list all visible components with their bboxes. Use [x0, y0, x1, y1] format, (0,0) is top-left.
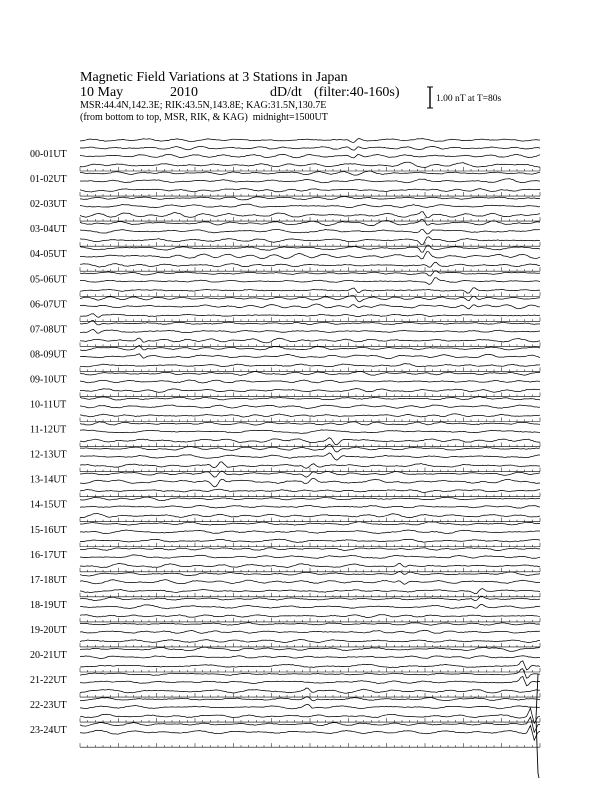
hour-label: 07-08UT — [30, 324, 67, 336]
trace-rik — [80, 623, 540, 626]
hour-label: 08-09UT — [30, 349, 67, 361]
year-label: 2010 — [170, 85, 198, 100]
trace-msr — [80, 505, 540, 508]
trace-msr — [80, 530, 540, 534]
hour-label: 18-19UT — [30, 599, 67, 611]
trace-kag — [80, 212, 540, 218]
hour-label: 01-02UT — [30, 174, 67, 186]
hour-label: 16-17UT — [30, 549, 67, 561]
quantity-label: dD/dt — [270, 85, 302, 100]
trace-kag — [80, 364, 540, 367]
trace-kag — [80, 314, 540, 318]
trace-msr — [80, 726, 540, 741]
hour-label: 02-03UT — [30, 199, 67, 211]
filter-label: (filter:40-160s) — [314, 85, 400, 100]
trace-msr — [80, 304, 540, 309]
scale-bar-label: 1.00 nT at T=80s — [436, 94, 502, 104]
trace-msr — [80, 676, 540, 685]
trace-kag — [80, 262, 540, 267]
trace-kag — [80, 639, 540, 642]
hour-label: 17-18UT — [30, 574, 67, 586]
trace-kag — [80, 539, 540, 542]
trace-rik — [80, 548, 540, 551]
hour-label: 15-16UT — [30, 524, 67, 536]
hour-label: 00-01UT — [30, 149, 67, 160]
hour-label: 06-07UT — [30, 299, 67, 311]
trace-rik — [80, 171, 540, 175]
hour-label: 19-20UT — [30, 624, 67, 636]
trace-msr — [80, 252, 540, 259]
trace-rik — [80, 146, 540, 150]
trace-kag — [80, 615, 540, 618]
trace-msr — [80, 179, 540, 183]
hour-label: 10-11UT — [30, 399, 67, 411]
trace-msr — [80, 656, 540, 659]
trace-kag — [80, 462, 540, 468]
trace-rik — [80, 522, 540, 525]
trace-kag — [80, 489, 540, 492]
trace-msr — [80, 204, 540, 208]
trace-kag — [80, 189, 540, 192]
station-coordinates: MSR:44.4N,142.3E; RIK:43.5N,143.8E; KAG:31.5N,130.7E — [80, 100, 327, 111]
trace-msr — [80, 604, 540, 608]
trace-rik — [80, 397, 540, 400]
trace-rik — [80, 371, 540, 375]
hour-label: 12-13UT — [30, 449, 67, 461]
hour-label: 03-04UT — [30, 224, 67, 236]
trace-msr — [80, 380, 540, 383]
trace-rik — [80, 647, 540, 651]
chart-title: Magnetic Field Variations at 3 Stations in Japan — [80, 70, 348, 85]
trace-msr — [80, 354, 540, 359]
trace-msr — [80, 329, 540, 333]
trace-rik — [80, 422, 540, 425]
midnight-note: midnight=1500UT — [252, 112, 328, 123]
trace-msr — [80, 630, 540, 633]
trace-kag — [80, 514, 540, 518]
hour-label: 21-22UT — [30, 675, 67, 687]
hour-label: 05-06UT — [30, 274, 67, 286]
trace-rik — [80, 497, 540, 501]
trace-msr — [80, 405, 540, 408]
trace-kag — [80, 389, 540, 393]
trace-msr — [80, 478, 540, 487]
trace-rik — [80, 196, 540, 200]
trace-msr — [80, 229, 540, 234]
date-label: 10 May — [80, 85, 124, 100]
trace-kag — [80, 414, 540, 417]
trace-kag — [80, 162, 540, 167]
hour-label: 09-10UT — [30, 374, 67, 386]
hour-label: 13-14UT — [30, 474, 67, 486]
trace-msr — [80, 278, 540, 285]
hour-label: 23-24UT — [30, 725, 67, 737]
hour-label: 20-21UT — [30, 650, 67, 661]
hour-label: 14-15UT — [30, 499, 67, 511]
trace-msr — [80, 555, 540, 559]
trace-msr — [80, 453, 540, 460]
trace-kag — [80, 139, 540, 143]
trace-msr — [80, 430, 540, 433]
hour-label: 04-05UT — [30, 249, 67, 261]
trace-kag — [80, 338, 540, 343]
hour-label: 11-12UT — [30, 424, 67, 436]
trace-msr — [80, 580, 540, 585]
hour-label: 22-23UT — [30, 700, 67, 712]
trace-order-text: (from bottom to top, MSR, RIK, & KAG) — [80, 112, 248, 123]
trace-msr — [80, 154, 540, 157]
trace-kag — [80, 563, 540, 567]
trace-msr — [80, 704, 540, 709]
trace-kag — [80, 688, 540, 693]
